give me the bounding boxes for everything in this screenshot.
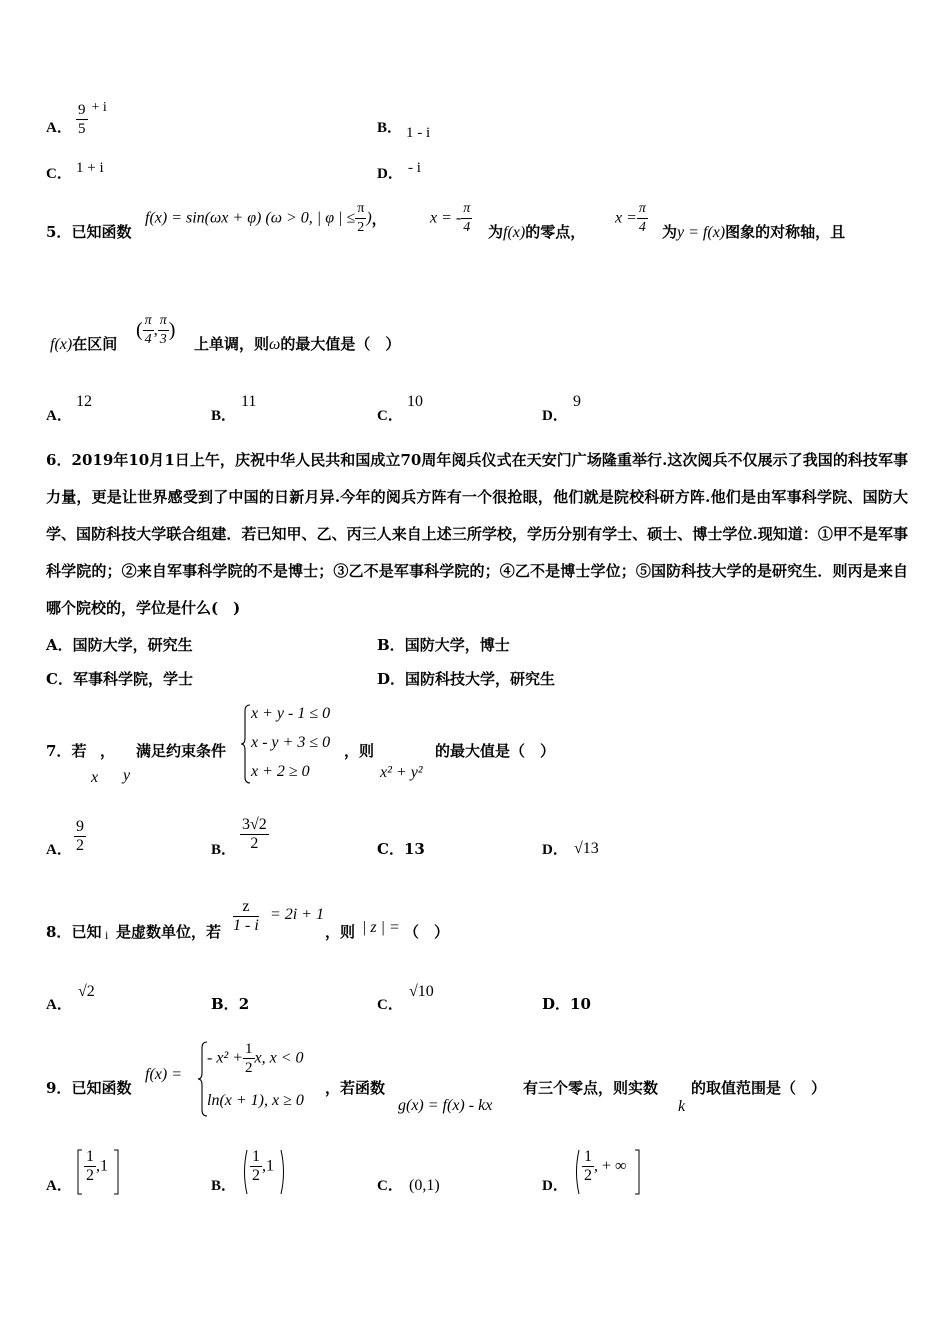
q9-option-d-value: $\frac{1}{2}$ , + ∞ [573, 1148, 626, 1185]
q9-option-a-brackets [76, 1148, 120, 1196]
q9-option-a-value: $\frac{1}{2}$ ,1 [76, 1148, 108, 1185]
q7-number-text: 7．若 [46, 742, 87, 760]
q5-option-c-value: 10 [407, 393, 423, 410]
q4-option-d-value: - i [408, 160, 421, 176]
q9-option-c-value: (0,1) [409, 1177, 440, 1194]
q5-text-axis: 为y = f(x)图象的对称轴，且 [662, 223, 846, 241]
q6-option-b: B．国防大学，博士 [377, 636, 510, 654]
q5-option-d-label: D． [542, 408, 568, 424]
q7-then: ，则 [344, 742, 375, 760]
q8-abs-z: | z | = [362, 919, 400, 936]
q6-option-d: D．国防科技大学，研究生 [377, 670, 556, 688]
q7-constraint-2: x - y + 3 ≤ 0 [251, 734, 331, 751]
q8-fraction: $\frac{z}{1 - i}$ [233, 898, 259, 934]
q5-option-d-value: 9 [573, 393, 581, 410]
q8-option-c-label: C． [377, 997, 403, 1013]
q8-then: ，则 [325, 923, 356, 941]
q7-option-a-value: $\frac{9}{2}$ [76, 818, 84, 854]
q9-option-a-label: A． [46, 1178, 72, 1194]
q7-tail: 的最大值是（ ） [435, 742, 556, 760]
q4-option-c-value: 1 + i [76, 160, 104, 176]
q5-function-definition: f(x) = sin(ωx + φ) (ω > 0, | φ | ≤ $\frac{\pi}{2}$ )， [145, 201, 387, 235]
q5-line2-tail: 上单调，则ω的最大值是（ ） [194, 335, 401, 353]
q8-option-d: D．10 [542, 995, 591, 1013]
q7-constraint-1: x + y - 1 ≤ 0 [251, 705, 331, 722]
q7-comma: ， [100, 742, 116, 760]
q4-option-c-label: C． [46, 166, 72, 182]
q5-line2: f(x)在区间 [50, 335, 118, 353]
q9-number-text: 9．已知函数 [46, 1079, 132, 1097]
q4-option-a-value: $\frac{9}{5}$ + i [78, 100, 107, 137]
q8-tail: （ ） [404, 923, 450, 941]
q7-var-x: x [91, 769, 99, 786]
q6-option-a: A．国防大学，研究生 [46, 636, 193, 654]
q9-tail: 的取值范围是（ ） [691, 1079, 827, 1097]
q8-i: i [105, 928, 109, 942]
q8-option-a-value: √2 [78, 983, 95, 1000]
q4-option-b-label: B． [377, 120, 403, 136]
q7-constraint-text: 满足约束条件 [136, 742, 227, 760]
q5-option-a-label: A． [46, 408, 72, 424]
q9-k: k [678, 1098, 686, 1115]
q9-option-b-value: $\frac{1}{2}$ ,1 [241, 1148, 274, 1185]
q5-text-zero: 为f(x)的零点， [488, 223, 586, 241]
q9-option-c-label: C． [377, 1178, 403, 1194]
q7-option-d-label: D． [542, 842, 568, 858]
q5-option-b-label: B． [211, 408, 237, 424]
q9-fx: f(x) = [145, 1066, 182, 1083]
q7-option-b-value: $\frac{3√2}{2}$ [242, 816, 267, 852]
q7-var-y: y [123, 767, 131, 784]
q8-option-b: B．2 [211, 995, 250, 1013]
q5-option-b-value: 11 [241, 393, 257, 410]
q5-option-a-value: 12 [76, 393, 92, 410]
q9-piece-2: ln(x + 1), x ≥ 0 [207, 1092, 304, 1109]
q4-option-b-value: 1 - i [406, 125, 431, 141]
q5-option-c-label: C． [377, 408, 403, 424]
q7-expression: x² + y² [380, 764, 423, 781]
q4-option-a-label: A． [46, 120, 72, 136]
q9-text-2: 有三个零点，则实数 [523, 1079, 659, 1097]
q7-constraint-3: x + 2 ≥ 0 [251, 763, 310, 780]
q9-piece-1: - x² + $\frac{1}{2}$ x, x < 0 [207, 1041, 304, 1076]
q7-option-a-label: A． [46, 842, 72, 858]
q8-option-a-label: A． [46, 997, 72, 1013]
q4-option-d-label: D． [377, 166, 403, 182]
q8-option-c-value: √10 [409, 983, 434, 1000]
q6-question-text: 6．2019年10月1日上午，庆祝中华人民共和国成立70周年阅兵仪式在天安门广场隆重举行.这次阅兵不仅展示了我国的科技军事力量，更是让世界感受到了中国的日新月异.今年的阅兵方阵有一个很抢眼，他们就是院校科研方阵.他们是由军事科学院、国防大学、国防科技大学联合组建．若已知甲、乙、丙三人来自上述三所学校，学历分别有学士、硕士、博士学位.现知道：①甲不是军事科学院的；②来自军事科学院的不是博士；③乙不是军事科学院的；④乙不是博士学位；⑤国防科技大学的是研究生．则丙是来自哪个院校的，学位是什么( ) [46, 451, 908, 617]
q7-option-d-value: √13 [574, 840, 599, 857]
q9-text: ，若函数 [325, 1079, 386, 1097]
q9-option-b-parens [241, 1148, 287, 1196]
q6-option-c: C．军事科学院，学士 [46, 670, 193, 688]
q5-number-text: 5．已知函数 [46, 223, 132, 241]
q9-gx: g(x) = f(x) - kx [398, 1097, 493, 1114]
q9-option-d-label: D． [542, 1178, 568, 1194]
q8-number-text: 8．已知 [46, 923, 102, 941]
q5-axis-x: x = $\frac{\pi}{4}$ [615, 201, 646, 235]
q8-text: 是虚数单位，若 [116, 923, 222, 941]
q9-option-b-label: B． [211, 1178, 237, 1194]
q9-option-d-parens [573, 1148, 645, 1196]
q5-interval: ( $\frac{\pi}{4}$ , $\frac{\pi}{3}$ ) [136, 313, 176, 347]
q7-option-b-label: B． [211, 842, 237, 858]
q8-rhs: = 2i + 1 [270, 906, 325, 923]
q7-option-c: C．13 [377, 840, 425, 858]
q5-zero-point: x = - $\frac{\pi}{4}$ [430, 201, 471, 235]
